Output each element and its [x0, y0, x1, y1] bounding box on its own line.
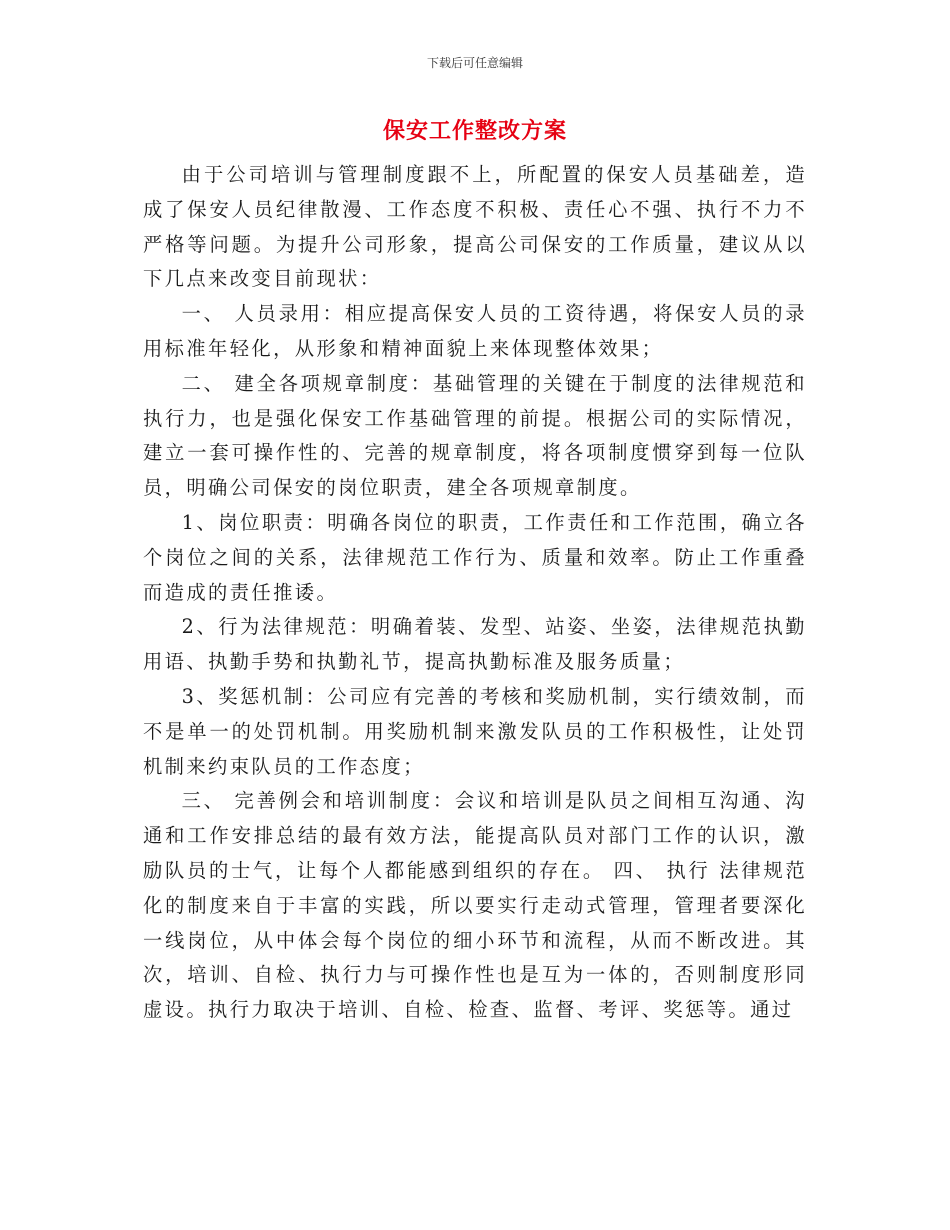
paragraph-item-1-job-duties: 1、岗位职责：明确各岗位的职责，工作责任和工作范围，确立各个岗位之间的关系，法律规范工作行为、质量和效率。防止工作重叠而造成的责任推诿。 — [143, 510, 807, 604]
document-title: 保安工作整改方案 — [382, 118, 567, 144]
paragraph-item-2-conduct: 2、行为法律规范：明确着装、发型、站姿、坐姿，法律规范执勤用语、执勤手势和执勤礼节，提高执勤标准及服务质量； — [143, 615, 807, 674]
paragraph-section-3-meetings: 三、 完善例会和培训制度：会议和培训是队员之间相互沟通、沟通和工作安排总结的最有效方法，能提高队员对部门工作的认识，激励队员的士气，让每个人都能感到组织的存在。 四、 执行 法律规范化的制度来自于丰富的实践，所以要实行走动式管理，管理者要深化一线岗位，从中体会每个岗位的细小环节和流程，从而不断改进。其次，培训、自检、执行力与可操作性也是互为一体的，否则制度形同虚设。执行力取决于培训、自检、检查、监督、考评、奖惩等。通过 — [143, 789, 807, 1022]
paragraph-section-2-regulations: 二、 建全各项规章制度：基础管理的关键在于制度的法律规范和执行力，也是强化保安工作基础管理的前提。根据公司的实际情况，建立一套可操作性的、完善的规章制度，将各项制度惯穿到每一位队员，明确公司保安的岗位职责，建全各项规章制度。 — [143, 371, 807, 500]
document-body — [143, 158, 807, 1028]
paragraph-intro: 由于公司培训与管理制度跟不上，所配置的保安人员基础差，造成了保安人员纪律散漫、工作态度不积极、责任心不强、执行不力不严格等问题。为提升公司形象，提高公司保安的工作质量，建议从以下几点来改变目前现状： — [143, 163, 807, 291]
paragraph-item-3-rewards: 3、奖惩机制：公司应有完善的考核和奖励机制，实行绩效制，而不是单一的处罚机制。用奖励机制来激发队员的工作积极性，让处罚机制来约束队员的工作态度； — [143, 684, 807, 778]
page-header: 下载后可任意编辑 — [426, 56, 523, 70]
paragraph-section-1-recruitment: 一、 人员录用：相应提高保安人员的工资待遇，将保安人员的录用标准年轻化，从形象和精神面貌上来体现整体效果； — [143, 302, 807, 360]
